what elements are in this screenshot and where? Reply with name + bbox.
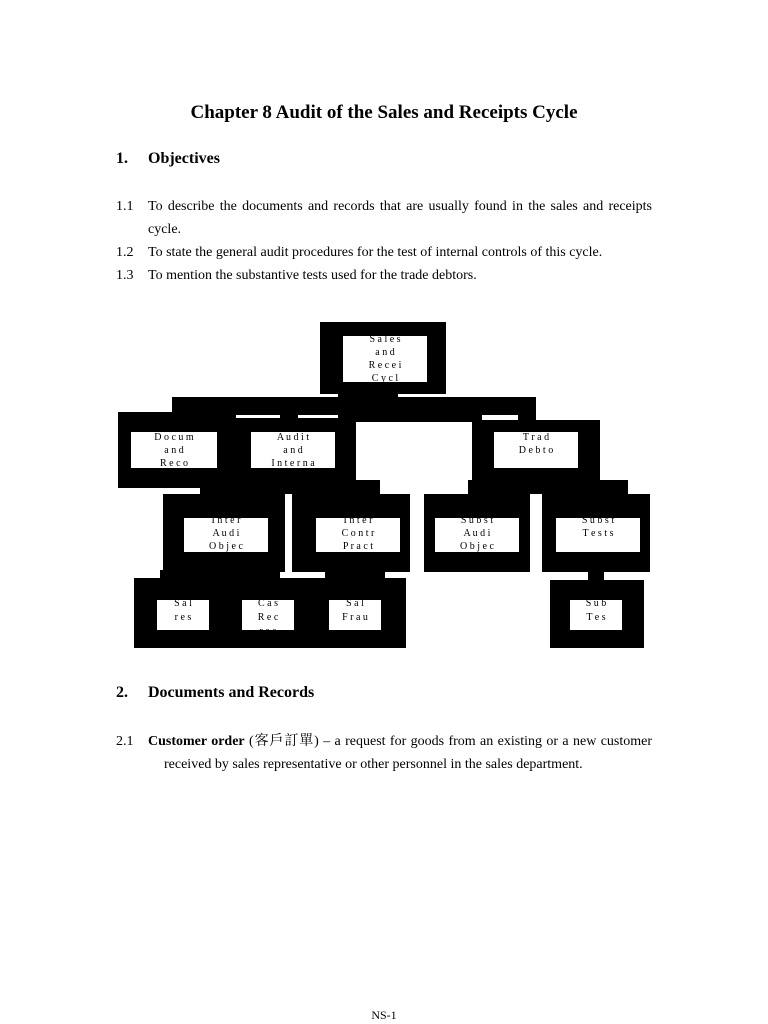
section-title: Documents and Records (148, 684, 315, 701)
node-text: a n d (164, 445, 184, 456)
node-text: D o c u m (154, 432, 194, 443)
node-text: C y c l (371, 373, 399, 384)
diagram-node (306, 578, 406, 648)
section-heading-documents (116, 684, 314, 702)
node-text: C a s (258, 598, 278, 609)
diagram-node (134, 578, 232, 648)
node-text: C o n t r (341, 528, 375, 539)
diagram-node (163, 494, 285, 572)
item-number: 1.1 (116, 199, 134, 214)
node-text: A u d i (463, 528, 491, 539)
node-text: A u d i (212, 528, 240, 539)
node-text: F r a u (342, 612, 368, 623)
node-text: A u d i t (276, 432, 310, 443)
node-text: T e s (586, 612, 606, 623)
item-term-chinese: (客戶訂單) (249, 734, 319, 749)
node-text: T e s t s (582, 528, 614, 539)
diagram-node (542, 494, 650, 572)
node-text: r e a (259, 626, 277, 637)
item-text: To mention the substantive tests used for the trade debtors. (148, 268, 477, 283)
item-text: To describe the documents and records that are usually found in the sales and receipts cycle. (148, 199, 652, 237)
item-text: To state the general audit procedures for the test of internal controls of this cycle. (148, 245, 603, 260)
diagram-node (472, 420, 600, 482)
node-text: r e s (174, 612, 192, 623)
node-text: D e b t o (518, 445, 554, 456)
node-text: S u b s t (581, 515, 615, 526)
diagram-node (118, 412, 236, 488)
diagram-node (292, 494, 410, 572)
item-term: Customer order (148, 734, 245, 749)
section-title: Objectives (148, 150, 220, 167)
diagram-node (550, 580, 644, 648)
node-text: I n t e r (211, 515, 241, 526)
node-text: O b j e c (209, 541, 243, 552)
item-number: 1.2 (116, 245, 134, 260)
node-text: S a l e s (369, 334, 401, 345)
section-number: 1. (116, 150, 128, 167)
node-text: S a l (174, 598, 192, 609)
item-definition: – a request for goods from an existing or a new customer received by sales representative or other personnel in the sales department. (164, 734, 653, 772)
node-text: S u b (585, 598, 607, 609)
node-text: I n t e r n a (271, 458, 315, 469)
node-text: a n d (375, 347, 395, 358)
diagram-node-root (320, 322, 446, 394)
node-text: R e c o (159, 458, 189, 469)
node-text: a n d (283, 445, 303, 456)
node-text: I n t e r (343, 515, 373, 526)
node-text: P r a c t (342, 541, 374, 552)
node-text: T r a d (522, 432, 550, 443)
page-number: NS-1 (371, 1008, 397, 1022)
item-number: 2.1 (116, 734, 134, 749)
item-text (148, 730, 652, 776)
diagram-node (424, 494, 530, 572)
diagram-node (226, 418, 356, 488)
diagram-node (222, 578, 312, 648)
node-text: S u b s t (460, 515, 494, 526)
page-title: Chapter 8 Audit of the Sales and Receipts Cycle (190, 102, 578, 123)
node-text: O b j e c (460, 541, 494, 552)
item-number: 1.3 (116, 268, 134, 283)
section-number: 2. (116, 684, 128, 701)
node-text: S a l (346, 598, 364, 609)
node-text: R e c (257, 612, 279, 623)
node-text: R e c e i (368, 360, 402, 371)
document-item (116, 730, 652, 776)
